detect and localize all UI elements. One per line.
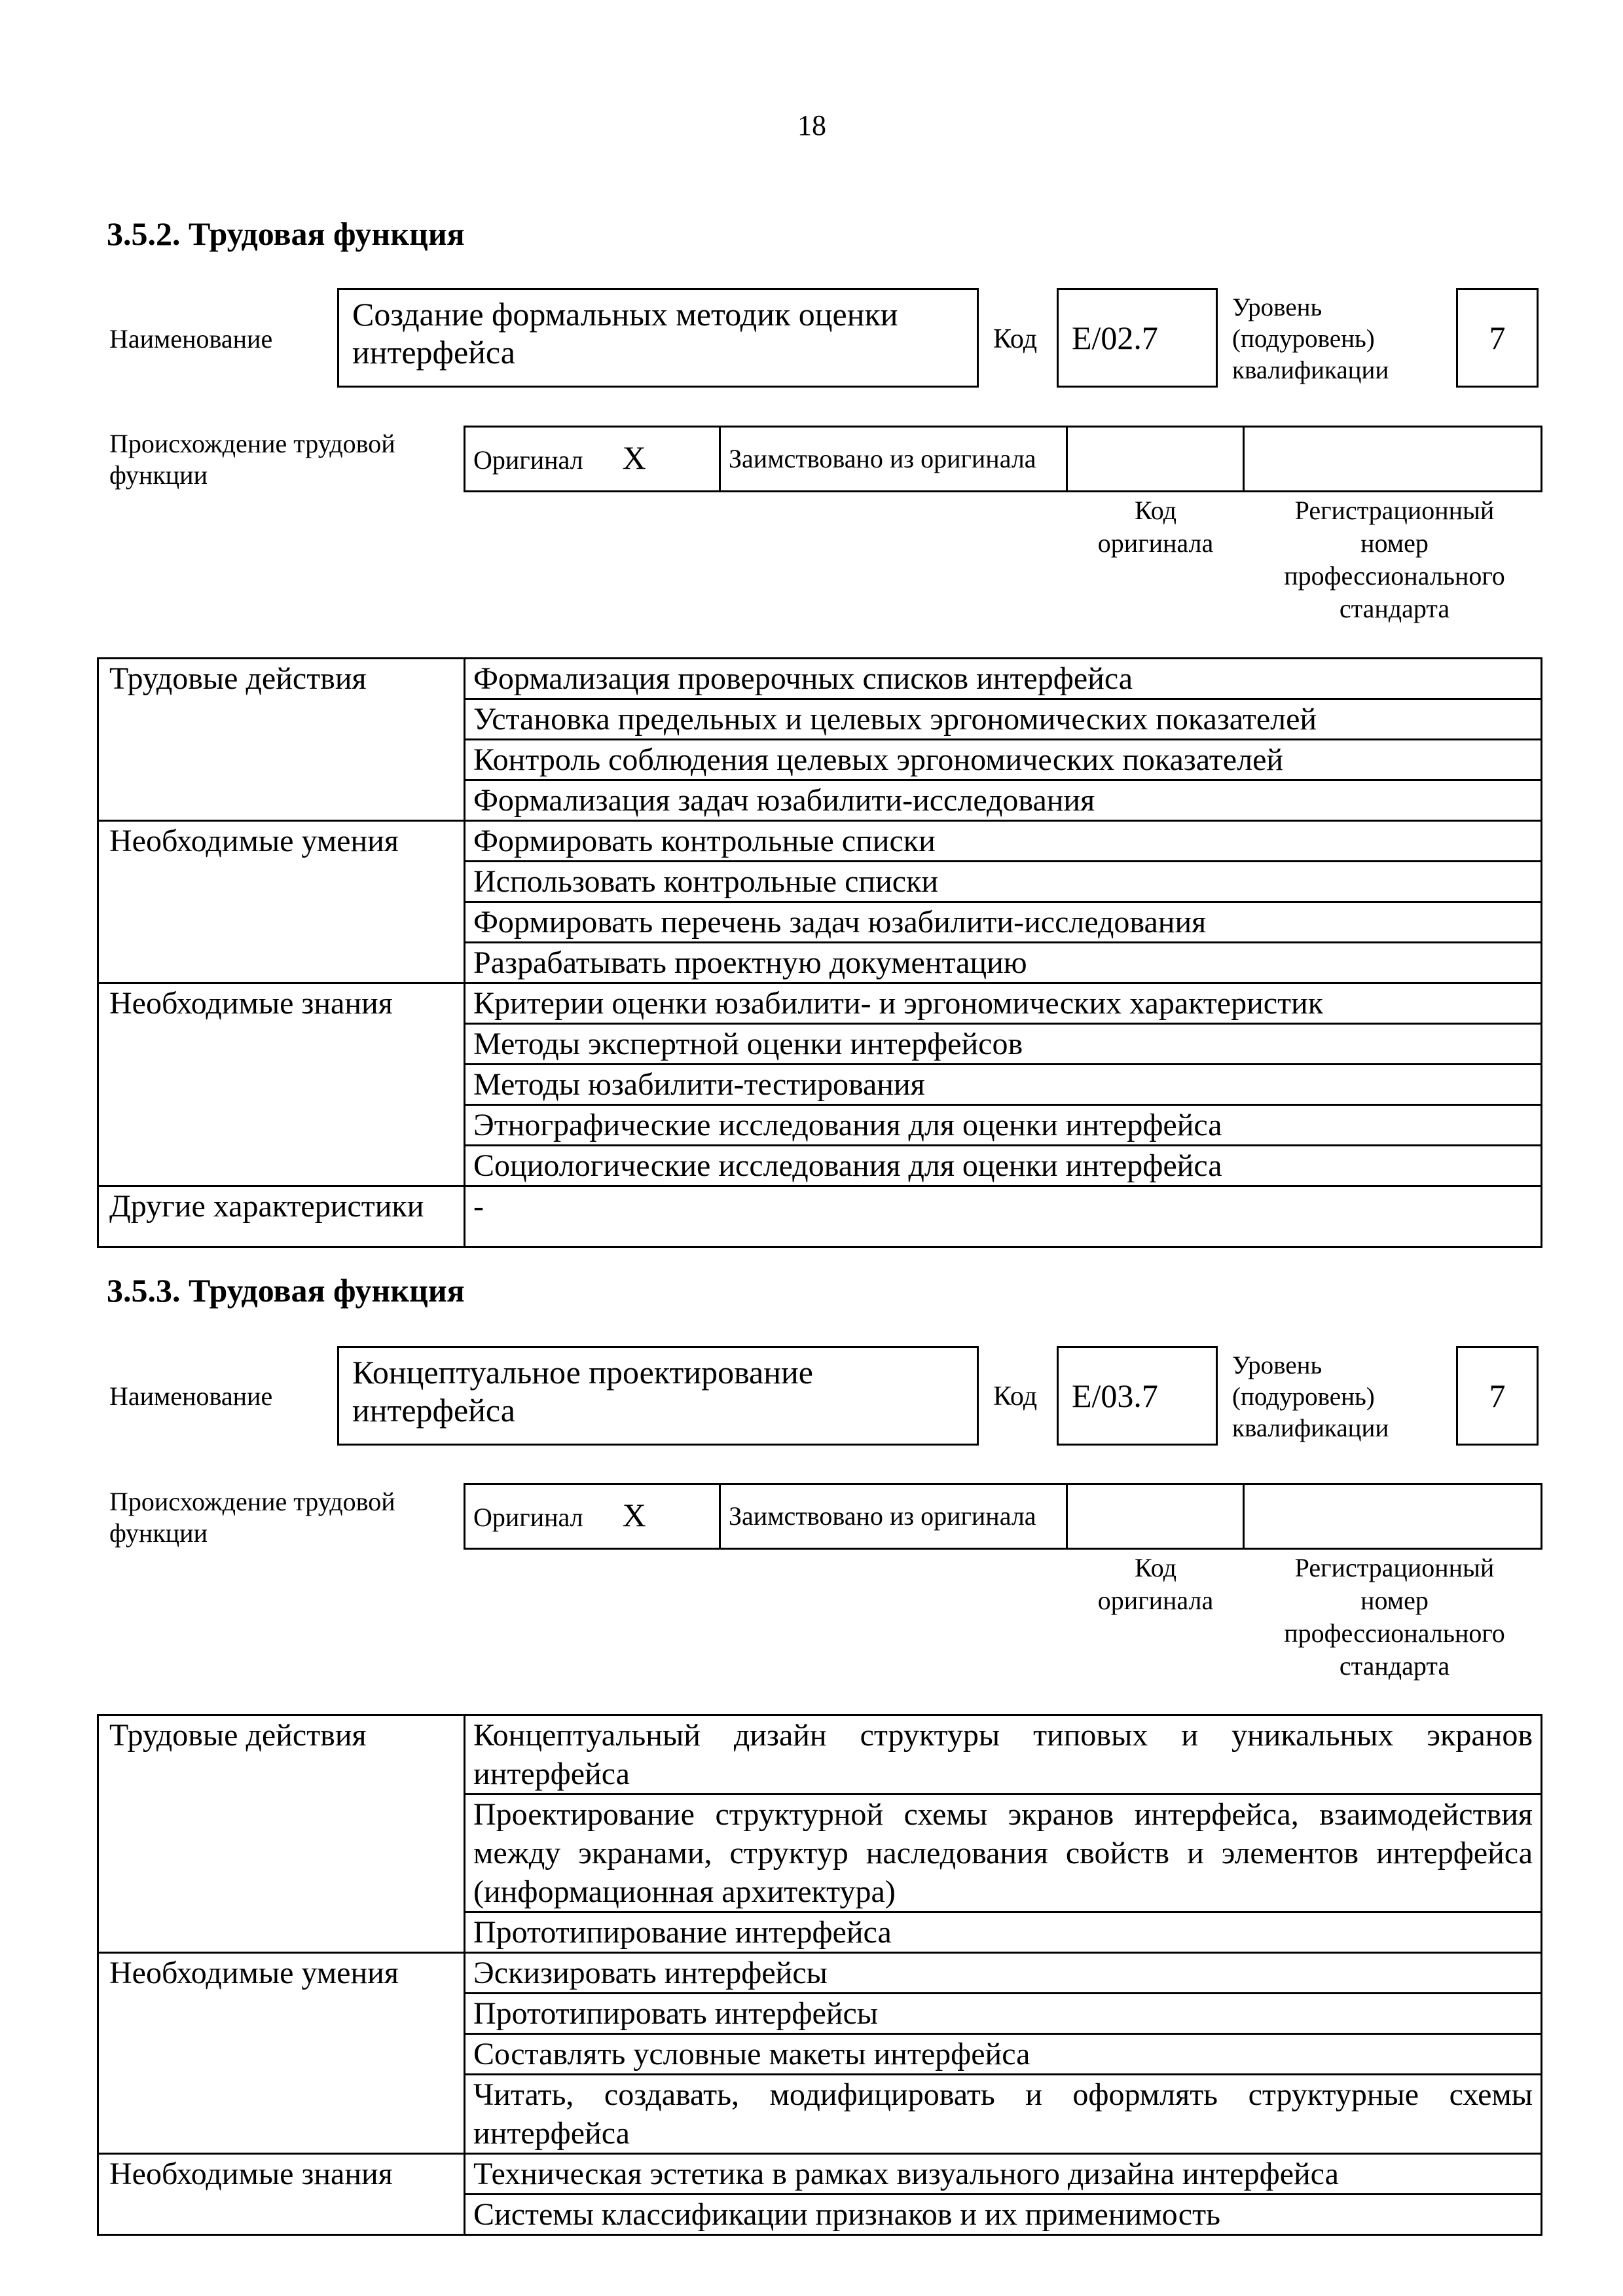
table-cell: Этнографические исследования для оценки интерфейса bbox=[465, 1105, 1542, 1146]
code-label: Код bbox=[993, 324, 1038, 354]
table-cell: - bbox=[465, 1186, 1542, 1247]
table-cell: Эскизировать интерфейсы bbox=[465, 1953, 1542, 1994]
table-cell: Формировать перечень задач юзабилити-исследования bbox=[465, 902, 1542, 943]
group-title-knowledge: Необходимые знания bbox=[98, 2154, 465, 2235]
table-cell: Системы классификации признаков и их применимость bbox=[465, 2195, 1542, 2235]
registration-number-cell bbox=[1244, 1484, 1542, 1549]
function-details-table bbox=[97, 1714, 1542, 2236]
group-title-labor-actions: Трудовые действия bbox=[98, 1715, 465, 1953]
table-cell: Прототипировать интерфейсы bbox=[465, 1994, 1542, 2034]
origin-table bbox=[464, 426, 1542, 492]
function-name: Создание формальных методик оценки интерфейса bbox=[337, 288, 979, 388]
original-label: Оригинал bbox=[473, 1503, 583, 1532]
table-cell: Формализация проверочных списков интерфейса bbox=[465, 659, 1542, 699]
name-label: Наименование bbox=[109, 324, 273, 354]
group-title-labor-actions: Трудовые действия bbox=[98, 659, 465, 821]
level-value: 7 bbox=[1456, 1346, 1539, 1446]
original-code-cell bbox=[1067, 427, 1244, 492]
table-cell: Формализация задач юзабилити-исследования bbox=[465, 780, 1542, 821]
function-code: E/02.7 bbox=[1057, 288, 1218, 388]
table-cell: Установка предельных и целевых эргономических показателей bbox=[465, 699, 1542, 740]
borrowed-label: Заимствовано из оригинала bbox=[720, 1484, 1067, 1549]
table-cell: Разрабатывать проектную документацию bbox=[465, 943, 1542, 983]
function-details-table bbox=[97, 657, 1542, 1248]
function-name: Концептуальное проектирование интерфейса bbox=[337, 1346, 979, 1446]
table-cell: Составлять условные макеты интерфейса bbox=[465, 2034, 1542, 2075]
original-label: Оригинал bbox=[473, 445, 583, 475]
group-title-other: Другие характеристики bbox=[98, 1186, 465, 1247]
table-cell: Техническая эстетика в рамках визуального дизайна интерфейса bbox=[465, 2154, 1542, 2195]
registration-number-caption: Регистрационный номер профессионального стандарта bbox=[1284, 1553, 1505, 1681]
original-code-caption: Код оригинала bbox=[1097, 1553, 1214, 1615]
table-cell: Концептуальный дизайн структуры типовых и уникальных экранов интерфейса bbox=[465, 1715, 1542, 1795]
table-cell: Формировать контрольные списки bbox=[465, 821, 1542, 862]
original-mark: X bbox=[622, 1497, 646, 1533]
page-number: 18 bbox=[797, 109, 826, 141]
table-cell: Контроль соблюдения целевых эргономических показателей bbox=[465, 740, 1542, 780]
original-code-caption: Код оригинала bbox=[1097, 496, 1214, 558]
table-cell: Использовать контрольные списки bbox=[465, 862, 1542, 902]
original-cell bbox=[465, 427, 720, 492]
table-cell: Читать, создавать, модифицировать и оформлять структурные схемы интерфейса bbox=[465, 2075, 1542, 2154]
table-cell: Критерии оценки юзабилити- и эргономических характеристик bbox=[465, 983, 1542, 1024]
group-title-skills: Необходимые умения bbox=[98, 821, 465, 983]
table-cell: Методы юзабилити-тестирования bbox=[465, 1065, 1542, 1105]
registration-number-cell bbox=[1244, 427, 1542, 492]
original-mark: X bbox=[622, 439, 646, 476]
original-code-cell bbox=[1067, 1484, 1244, 1549]
table-cell: Прототипирование интерфейса bbox=[465, 1912, 1542, 1953]
section-heading: 3.5.3. Трудовая функция bbox=[107, 1272, 465, 1309]
origin-table bbox=[464, 1483, 1542, 1550]
section-heading: 3.5.2. Трудовая функция bbox=[107, 215, 465, 252]
level-label: Уровень (подуровень) квалификации bbox=[1232, 293, 1389, 384]
table-cell: Методы экспертной оценки интерфейсов bbox=[465, 1024, 1542, 1065]
origin-label: Происхождение трудовой функции bbox=[109, 429, 395, 490]
table-cell: Проектирование структурной схемы экранов интерфейса, взаимодействия между экранами, структур наследования свойств и элементов интерфейса (информационная архитектура) bbox=[465, 1795, 1542, 1912]
origin-label: Происхождение трудовой функции bbox=[109, 1487, 395, 1548]
function-code: E/03.7 bbox=[1057, 1346, 1218, 1446]
level-value: 7 bbox=[1456, 288, 1539, 388]
level-label: Уровень (подуровень) квалификации bbox=[1232, 1351, 1389, 1442]
original-cell bbox=[465, 1484, 720, 1549]
group-title-skills: Необходимые умения bbox=[98, 1953, 465, 2154]
code-label: Код bbox=[993, 1381, 1038, 1412]
table-cell: Социологические исследования для оценки интерфейса bbox=[465, 1146, 1542, 1186]
name-label: Наименование bbox=[109, 1381, 273, 1411]
group-title-knowledge: Необходимые знания bbox=[98, 983, 465, 1186]
borrowed-label: Заимствовано из оригинала bbox=[720, 427, 1067, 492]
registration-number-caption: Регистрационный номер профессионального стандарта bbox=[1284, 496, 1505, 623]
